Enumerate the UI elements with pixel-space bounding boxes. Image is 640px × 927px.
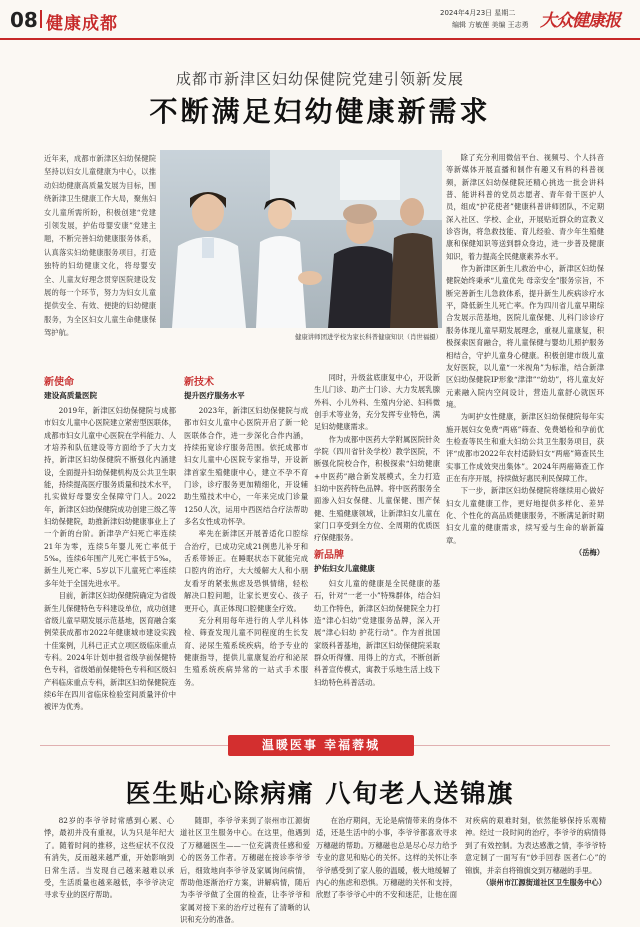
article2-headline: 医生贴心除病痛 八旬老人送锦旗 [125, 779, 515, 808]
column-banner: 温暖医事 幸福蓉城 [228, 735, 414, 756]
section-subheading: 提升医疗服务水平 [184, 391, 245, 400]
paragraph: 除了充分利用微信平台、视频号、个人抖音等新媒体开展直播和制作有趣又有料的科普视频，新津区妇幼保健院还精心挑选一批会讲科普、能讲科普的党员志愿者、青年骨干医护人员，组成“护花使者”健康科普讲师团队，不定期深入社区、学校、企业，开展贴近群众的宣教义诊咨询，将急救技能、育儿经验、青少年生殖健康和保健知识等送到群众身边，进一步普及健康知识，着力提高全民健康素养水平。 [446, 153, 604, 261]
article2-column-3 [316, 815, 606, 902]
article-column-4 [446, 152, 604, 559]
article-headline: 不断满足妇幼健康新需求 [149, 95, 491, 128]
issue-date: 2024年4月23日 星期二 [440, 9, 516, 17]
article-column-2 [184, 372, 308, 689]
page-header [0, 0, 640, 40]
section-heading: 新品牌 [314, 549, 344, 561]
author-signature: （崇州市江源街道社区卫生服务中心） [481, 878, 606, 888]
section-heading: 新使命 [44, 377, 74, 388]
paragraph: 率先在新津区开展普适化口腔综合治疗，已成功完成21例患儿补牙和舌系带矫正。在睡眠状态下就能完成口腔内的治疗，大大缓解大人和小朋友看牙的紧张焦虑及恐惧情绪，轻松解决口腔问题，让家长更安心、孩子更开心，真正体现口腔健康全疗效。 [184, 529, 308, 613]
paragraph: 随即，李爷爷来到了崇州市江源街道社区卫生服务中心。在这里，他遇到了万穗磁医生——一位充满责任感和爱心的医务工作者。万穗磁在接诊李爷爷后，细致地向李爷爷及家属询问病情，帮助他逐渐治疗方案，讲解病情，随后为李爷爷做了全面的检查，让李爷爷和家属对接下来的治疗过程有了清晰的认识和充分的准备。 [180, 816, 310, 925]
paragraph: 为呵护女性健康，新津区妇幼保健院每年实施开展妇女免费“两癌”筛查、免费婚检和孕前优生检查等民生和重大妇幼公共卫生服务项目，获评“成都市2022年农村适龄妇女“两癌”筛查民生实事工作成效突出集体”。2024年两癌筛查工作正在有序开展，持续做好惠民利民保障工作。 [446, 412, 604, 483]
section-heading: 新技术 [184, 377, 214, 388]
photo-caption: 健康讲师团进学校为家长科普健康知识（肖世福摄） [295, 333, 442, 341]
paragraph: 充分利用每年进行的人学儿科体检、筛查发现儿童不同程度的生长发育、泌尿生殖系统疾病，给予专业的健康指导，提供儿童康复治疗和泌尿生殖系统疾病异常的一站式手术服务。 [184, 615, 308, 687]
paragraph: 妇女儿童的健康是全民健康的基石，针对“一老一小”特殊群体，结合妇幼工作特色，新津区妇幼保健院全力打造“津心妇幼”党建服务品牌，深入开展“津心妇幼 护花行动”。作为首批国家级科普基地，新津区妇幼保健院采取群众听得懂、用得上的方式，不断创新科普宣传模式，寓教于乐地生活上线下妇幼特色科普活动。 [314, 578, 440, 687]
paragraph: 82岁的李爷爷时常感到心累、心悸，最初并没有重视，认为只是年纪大了。随着时间的推移，这些症状不仅没有消失，反而越来越严重，开始影响到日常生活。当发现自己越来越难以承受，生活质量也越来越低，李爷爷决定寻求专业的医疗帮助。 [44, 816, 174, 900]
section-divider [40, 10, 42, 28]
newspaper-logo: 大众健康报 [540, 11, 620, 31]
paragraph: 作为新津区新生儿救治中心，新津区妇幼保健院始终秉承“儿童优先 母亲安全”服务宗旨，不断完善新生儿急救体系，提升新生儿疾病诊疗水平，降低新生儿死亡率。作为四川省儿童早期综合发展示范基地，医院儿童保健、儿科门诊诊疗服务体现儿童早期发展理念，重视儿童康复，积极探索医育融合，将儿童保健与婴幼儿照护服务相结合，守护儿童身心健康。积极创建市级儿童友好医院，以儿童“一米视角”为标准，结合新津区妇幼保健院IP形象“津津”“幼幼”，将儿童友好元素融入院内空间设计，营造儿童舒心就医环境。 [446, 264, 604, 409]
paragraph: 在治疗期间，无论是病情带来的身体不适，还是生活中的小事，李爷爷都喜欢寻求万穗磁的帮助。万穗磁也总是尽心尽力给予专业的意见和贴心的关怀。这样的关怀让李爷爷感受到了家人般的温暖，极大地缓解了内心的焦虑和恐惧。万穗磁的关怀和支持，欣慰了李爷爷心中的不安和迷茫，让他在面对疾病的艰难时刻，依然能够保持乐观精神。经过一段时间的治疗，李爷爷的病情得到了有效控制。为表达感激之情，李爷爷特意定制了一面写有“妙手回春 医者仁心”的锦旗，并亲自将锦旗交到万穗磁的手里。 [316, 816, 606, 900]
section-subheading: 护佑妇女儿童健康 [314, 563, 375, 573]
paragraph: 目前，新津区妇幼保健院确定为省级新生儿保健特色专科建设单位，成功创建省级儿童早期发展示范基地，医育融合案例荣获成都市2022年健康城市建设实践十佳案例，儿科已正式立项区级临床重点专科。2024年计划申报省级孕前保健特色专科，省级婚前保健特色专科和区级妇产科临床重点专科，新津区妇幼保健院连续6年在四川省临床检验室间质量评价中被评为优秀。 [44, 591, 176, 712]
article-column-3 [314, 372, 440, 689]
article2-column-1 [44, 815, 174, 902]
article-kicker: 成都市新津区妇幼保健院党建引领新发展 [175, 70, 464, 88]
article-lead: 近年来，成都市新津区妇幼保健院坚持以妇女儿童健康为中心，以推动妇幼健康高质量发展为目标，围绕新津卫生健康工作大局，聚焦妇女儿童所需所盼，积极创建“党建引领发展，护佑母婴安康”党建主题，不断完善妇幼健康服务体系，认真落实妇幼健康服务项目，打造独特的妇幼健康文化，将母婴安全、儿童友好理念贯穿医院建设发展的每一个环节，努力为妇女儿童提供安全、有效、便捷的妇幼健康服务，为全区妇女儿童生命健康保驾护航。 [44, 154, 156, 338]
editor-credits: 编辑 方敏莲 美编 王志勇 [452, 21, 529, 29]
paragraph: 下一步，新津区妇幼保健院将继续用心做好妇女儿童健康工作，更好地提供多样化、差异化、个性化的高品质健康服务，不断满足新时期妇女儿童的健康需求，续写爱与生命的崭新篇章。 [446, 486, 604, 545]
section-title: 健康成都 [46, 14, 118, 34]
author-signature: （岳梅） [574, 548, 604, 557]
section-subheading: 建设高质量医院 [44, 391, 98, 400]
article-column-1 [44, 372, 176, 714]
photo-illustration [160, 150, 442, 328]
paragraph: 作为成都中医药大学附属医院针灸学院（四川省针灸学校）教学医院，不断强化院校合作，积极探索“妇幼健康+中医药”融合新发展模式，全力打造妇幼中医药特色品牌。将中医药服务全面渗入妇女保健、儿童保健、围产保健、生殖健康领域，让新津妇女儿童在家门口享受到全方位、全周期的优质医疗保健服务。 [314, 434, 440, 543]
paragraph: 同时，升级盆底康复中心，开设新生儿门诊、助产士门诊、大力发展乳腺外科、小儿外科、生殖内分泌、妇科微创手术等业务，充分发挥专业特色，满足妇幼健康需求。 [314, 373, 440, 432]
paragraph: 2023年，新津区妇幼保健院与成都市妇女儿童中心医院开启了新一轮医联体合作，进一步深化合作内涵，持续拓宽诊疗服务范围。依托成都市妇女儿童中心医院专家指导，开设新津首家生殖健康中心，建立不孕不育门诊，诊疗服务更加精细化，开设辅助生殖技术中心，一年来完成门诊量1250人次，运用中西医结合疗法帮助多名女性成功怀孕。 [184, 406, 308, 527]
paragraph: 2019年，新津区妇幼保健院与成都市妇女儿童中心医院建立紧密型医联体，成都市妇女儿童中心医院在学科能力、人才培养和队伍建设等方面给予了大力支持，新津区妇幼保健院不断强化内涵建设，全面提升妇幼保健机构及公共卫生职能，持续提高医疗服务质量和技术水平，扎实做好母婴安全保障守门人。2022年，新津区妇幼保健院成功创建三级乙等妇幼保健院，助推新津妇幼健康事业上了一个新的台阶。新津孕产妇死亡率连续21年为零，连续5年婴儿死亡率低于5‰，连续6年围产儿死亡率低于5‰，新生儿死亡率、5岁以下儿童死亡率连续多年处于全国先进水平。 [44, 406, 176, 588]
article-photo [160, 150, 442, 328]
article2-column-2 [180, 815, 310, 927]
page-number: 08 [10, 8, 38, 32]
